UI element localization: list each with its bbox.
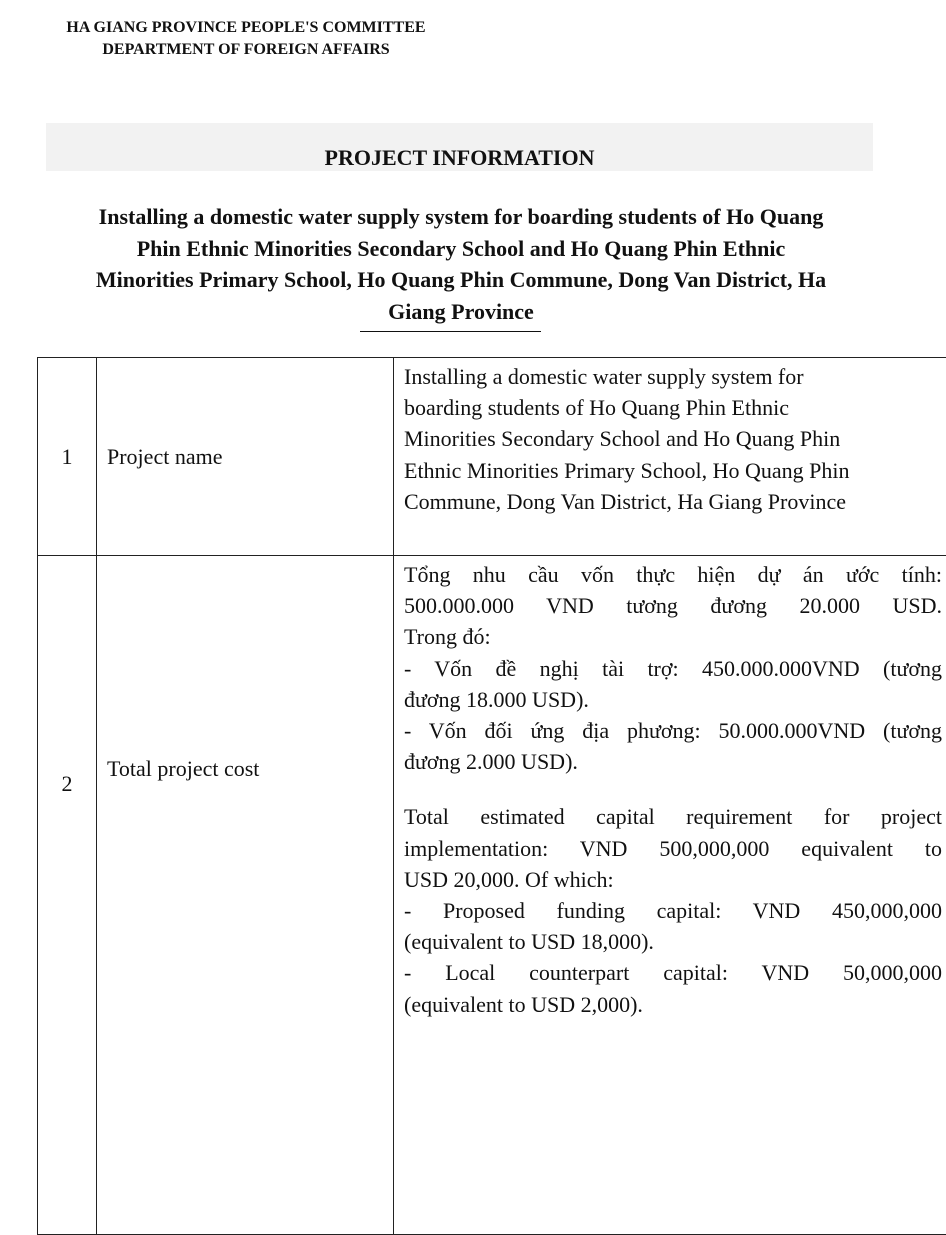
project-title-line: Installing a domestic water supply system for boarding students of Ho Quang [40,201,882,233]
project-title-line: Giang Province [40,296,882,328]
organization-header [46,17,446,61]
project-name-value [394,358,946,556]
row-label: Total project cost [97,556,394,1235]
total-cost-value [394,556,946,1235]
value-line: Installing a domestic water supply system for [404,361,942,392]
english-cost-line: implementation: VND 500,000,000 equivalent to [404,833,942,864]
vietnamese-cost-line: Tổng nhu cầu vốn thực hiện dự án ước tính: [404,559,942,590]
english-cost-line: Total estimated capital requirement for project [404,801,942,832]
value-line: Minorities Secondary School and Ho Quang Phin [404,423,942,454]
english-cost-line: (equivalent to USD 18,000). [404,926,942,957]
row-number: 1 [38,358,97,556]
vietnamese-cost-line: 500.000.000 VND tương đương 20.000 USD. [404,590,942,621]
english-cost-line: - Proposed funding capital: VND 450,000,000 [404,895,942,926]
paragraph-spacer [404,777,942,801]
value-line: Commune, Dong Van District, Ha Giang Province [404,486,942,517]
project-title-line: Phin Ethnic Minorities Secondary School and Ho Quang Phin Ethnic [40,233,882,265]
project-info-table [37,357,946,1235]
row-label: Project name [97,358,394,556]
english-cost-line: - Local counterpart capital: VND 50,000,000 [404,957,942,988]
english-cost-line: (equivalent to USD 2,000). [404,989,942,1020]
department-name: DEPARTMENT OF FOREIGN AFFAIRS [46,39,446,61]
project-title-line: Minorities Primary School, Ho Quang Phin Commune, Dong Van District, Ha [40,264,882,296]
row-number: 2 [38,556,97,1235]
table-row [38,358,946,556]
vietnamese-cost-line: Trong đó: [404,621,942,652]
project-title [40,201,882,327]
vietnamese-cost-line: đương 2.000 USD). [404,746,942,777]
english-cost-line: USD 20,000. Of which: [404,864,942,895]
organization-name: HA GIANG PROVINCE PEOPLE'S COMMITTEE [46,17,446,39]
vietnamese-cost-line: - Vốn đối ứng địa phương: 50.000.000VND (tương [404,715,942,746]
title-underline [360,331,541,332]
value-line: Ethnic Minorities Primary School, Ho Quang Phin [404,455,942,486]
vietnamese-cost-line: - Vốn đề nghị tài trợ: 450.000.000VND (tương [404,653,942,684]
vietnamese-cost-line: đương 18.000 USD). [404,684,942,715]
table-row [38,556,946,1235]
section-title: PROJECT INFORMATION [46,144,873,172]
value-line: boarding students of Ho Quang Phin Ethnic [404,392,942,423]
